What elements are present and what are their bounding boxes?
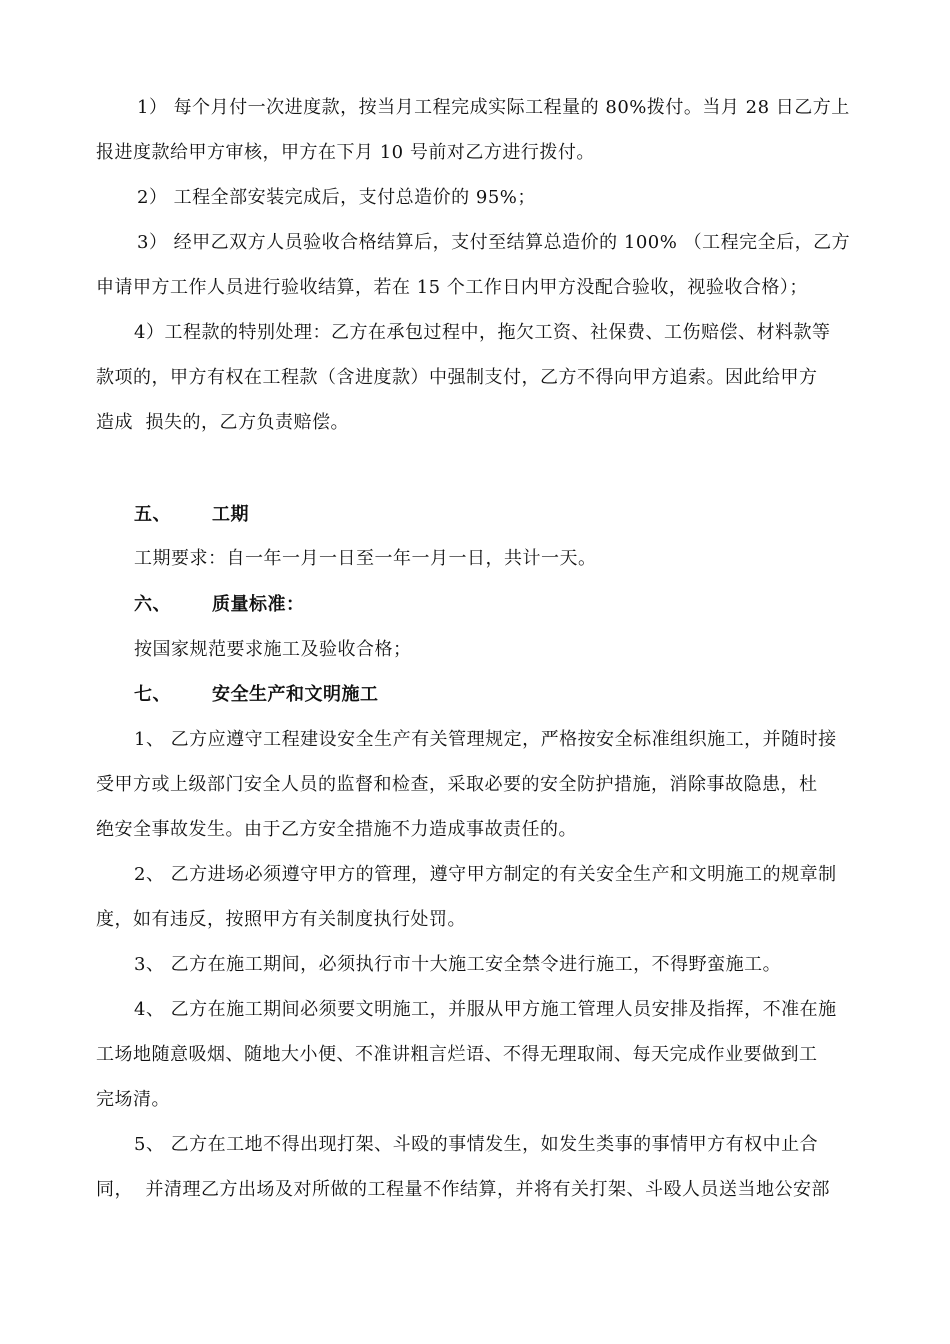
section-7-item-2-line-1: 2、 乙方进场必须遵守甲方的管理，遵守甲方制定的有关安全生产和文明施工的规章制: [134, 864, 837, 885]
section-6-title: 质量标准：: [212, 594, 305, 615]
payment-item-2-line-1: 2） 工程全部安装完成后，支付总造价的 95%；: [137, 187, 536, 208]
section-7-item-5-line-2: 同， 并清理乙方出场及对所做的工程量不作结算，并将有关打架、斗殴人员送当地公安部: [96, 1179, 830, 1200]
section-5-title: 工期: [212, 504, 249, 525]
section-6-body: 按国家规范要求施工及验收合格；: [134, 639, 412, 660]
section-7-item-1-line-1: 1、 乙方应遵守工程建设安全生产有关管理规定，严格按安全标准组织施工，并随时接: [134, 729, 837, 750]
payment-item-4-line-1: 4）工程款的特别处理：乙方在承包过程中，拖欠工资、社保费、工伤赔偿、材料款等: [134, 322, 831, 343]
payment-item-3-line-2: 申请甲方工作人员进行验收结算，若在 15 个工作日内甲方没配合验收，视验收合格）；: [96, 277, 808, 298]
payment-item-1-line-2: 报进度款给甲方审核，甲方在下月 10 号前对乙方进行拨付。: [96, 142, 595, 163]
section-5-body: 工期要求：自一年一月一日至一年一月一日，共计一天。: [134, 548, 597, 569]
section-7-item-4-line-3: 完场清。: [96, 1089, 170, 1110]
section-5-number: 五、: [134, 504, 171, 525]
section-7-item-5-line-1: 5、 乙方在工地不得出现打架、斗殴的事情发生，如发生类事的事情甲方有权中止合: [134, 1134, 819, 1155]
section-6-number: 六、: [134, 594, 171, 615]
section-6-heading: [134, 593, 305, 617]
section-7-item-1-line-3: 绝安全事故发生。由于乙方安全措施不力造成事故责任的。: [96, 819, 577, 840]
section-7-item-2-line-2: 度，如有违反，按照甲方有关制度执行处罚。: [96, 909, 466, 930]
payment-item-1-line-1: 1） 每个月付一次进度款，按当月工程完成实际工程量的 80%拨付。当月 28 日乙方上: [137, 97, 850, 118]
payment-item-3-line-1: 3） 经甲乙双方人员验收合格结算后，支付至结算总造价的 100% （工程完全后，乙方: [137, 232, 851, 253]
section-7-item-4-line-2: 工场地随意吸烟、随地大小便、不准讲粗言烂语、不得无理取闹、每天完成作业要做到工: [96, 1044, 818, 1065]
section-7-item-4-line-1: 4、 乙方在施工期间必须要文明施工，并服从甲方施工管理人员安排及指挥，不准在施: [134, 999, 837, 1020]
section-7-number: 七、: [134, 684, 171, 705]
section-7-title: 安全生产和文明施工: [212, 684, 379, 705]
section-7-item-3-line-1: 3、 乙方在施工期间，必须执行市十大施工安全禁令进行施工，不得野蛮施工。: [134, 954, 782, 975]
payment-item-4-line-2: 款项的，甲方有权在工程款（含进度款）中强制支付，乙方不得向甲方追索。因此给甲方: [96, 367, 818, 388]
payment-item-4-line-3: 造成 损失的，乙方负责赔偿。: [96, 412, 349, 433]
section-7-heading: [134, 683, 379, 707]
section-5-heading: [134, 503, 249, 527]
section-7-item-1-line-2: 受甲方或上级部门安全人员的监督和检查，采取必要的安全防护措施，消除事故隐患，杜: [96, 774, 818, 795]
